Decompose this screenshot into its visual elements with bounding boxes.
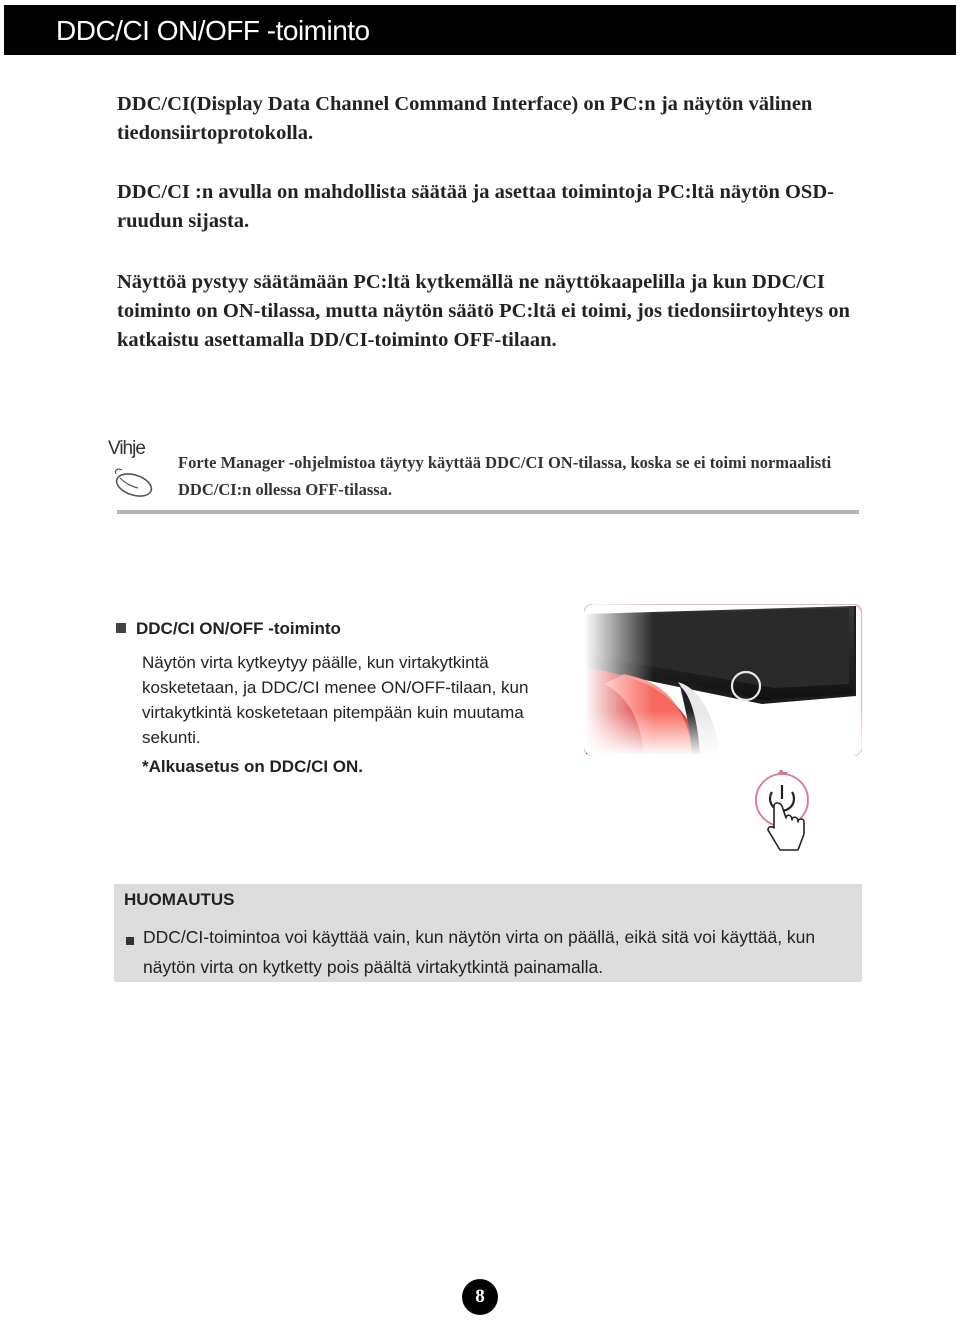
monitor-power-button-illustration [584,604,862,756]
intro-paragraph-3: Näyttöä pystyy säätämään PC:ltä kytkemällä ne näyttökaapelilla ja kun DDC/CI toiminto on ON-tilassa, mutta näytön säätö PC:ltä ei toimi, jos tiedonsiirtoyhteys on katkaistu asettamalla DD/CI-toiminto OFF-tilaan. [117,271,850,351]
power-button-icon [750,770,870,860]
page-title: DDC/CI ON/OFF -toiminto [56,15,370,46]
intro-paragraph-1: DDC/CI(Display Data Channel Command Interface) on PC:n ja näytön välinen tiedonsiirtoprotokolla. [117,93,813,144]
intro-paragraph-2: DDC/CI :n avulla on mahdollista säätää ja asettaa toimintoja PC:ltä näytön OSD-ruudun sijasta. [117,181,834,232]
tip-divider [117,510,859,514]
mouse-icon [110,466,156,498]
section-body: Näytön virta kytkeytyy päälle, kun virtakytkintä kosketetaan, ja DDC/CI menee ON/OFF-tilaan, kun virtakytkintä kosketetaan pitempään kuin muutama sekunti. [142,653,529,747]
page-number: 8 [462,1279,498,1315]
header-bar [4,5,956,55]
note-title: HUOMAUTUS [124,890,235,909]
section-title-text: DDC/CI ON/OFF -toiminto [136,619,341,638]
note-box [114,884,862,982]
tip-label: Vihje [108,438,145,459]
note-text: DDC/CI-toimintoa voi käyttää vain, kun näytön virta on päällä, eikä sitä voi käyttää, kun näytön virta on kytketty pois päältä virtakytkintä painamalla. [143,927,816,977]
default-setting-note: *Alkuasetus on DDC/CI ON. [142,757,364,776]
square-bullet-icon [116,623,126,633]
section-title [116,619,341,639]
tip-text: Forte Manager -ohjelmistoa täytyy käyttää DDC/CI ON-tilassa, koska se ei toimi normaalisti DDC/CI:n ollessa OFF-tilassa. [178,453,832,499]
square-bullet-icon [126,937,134,945]
